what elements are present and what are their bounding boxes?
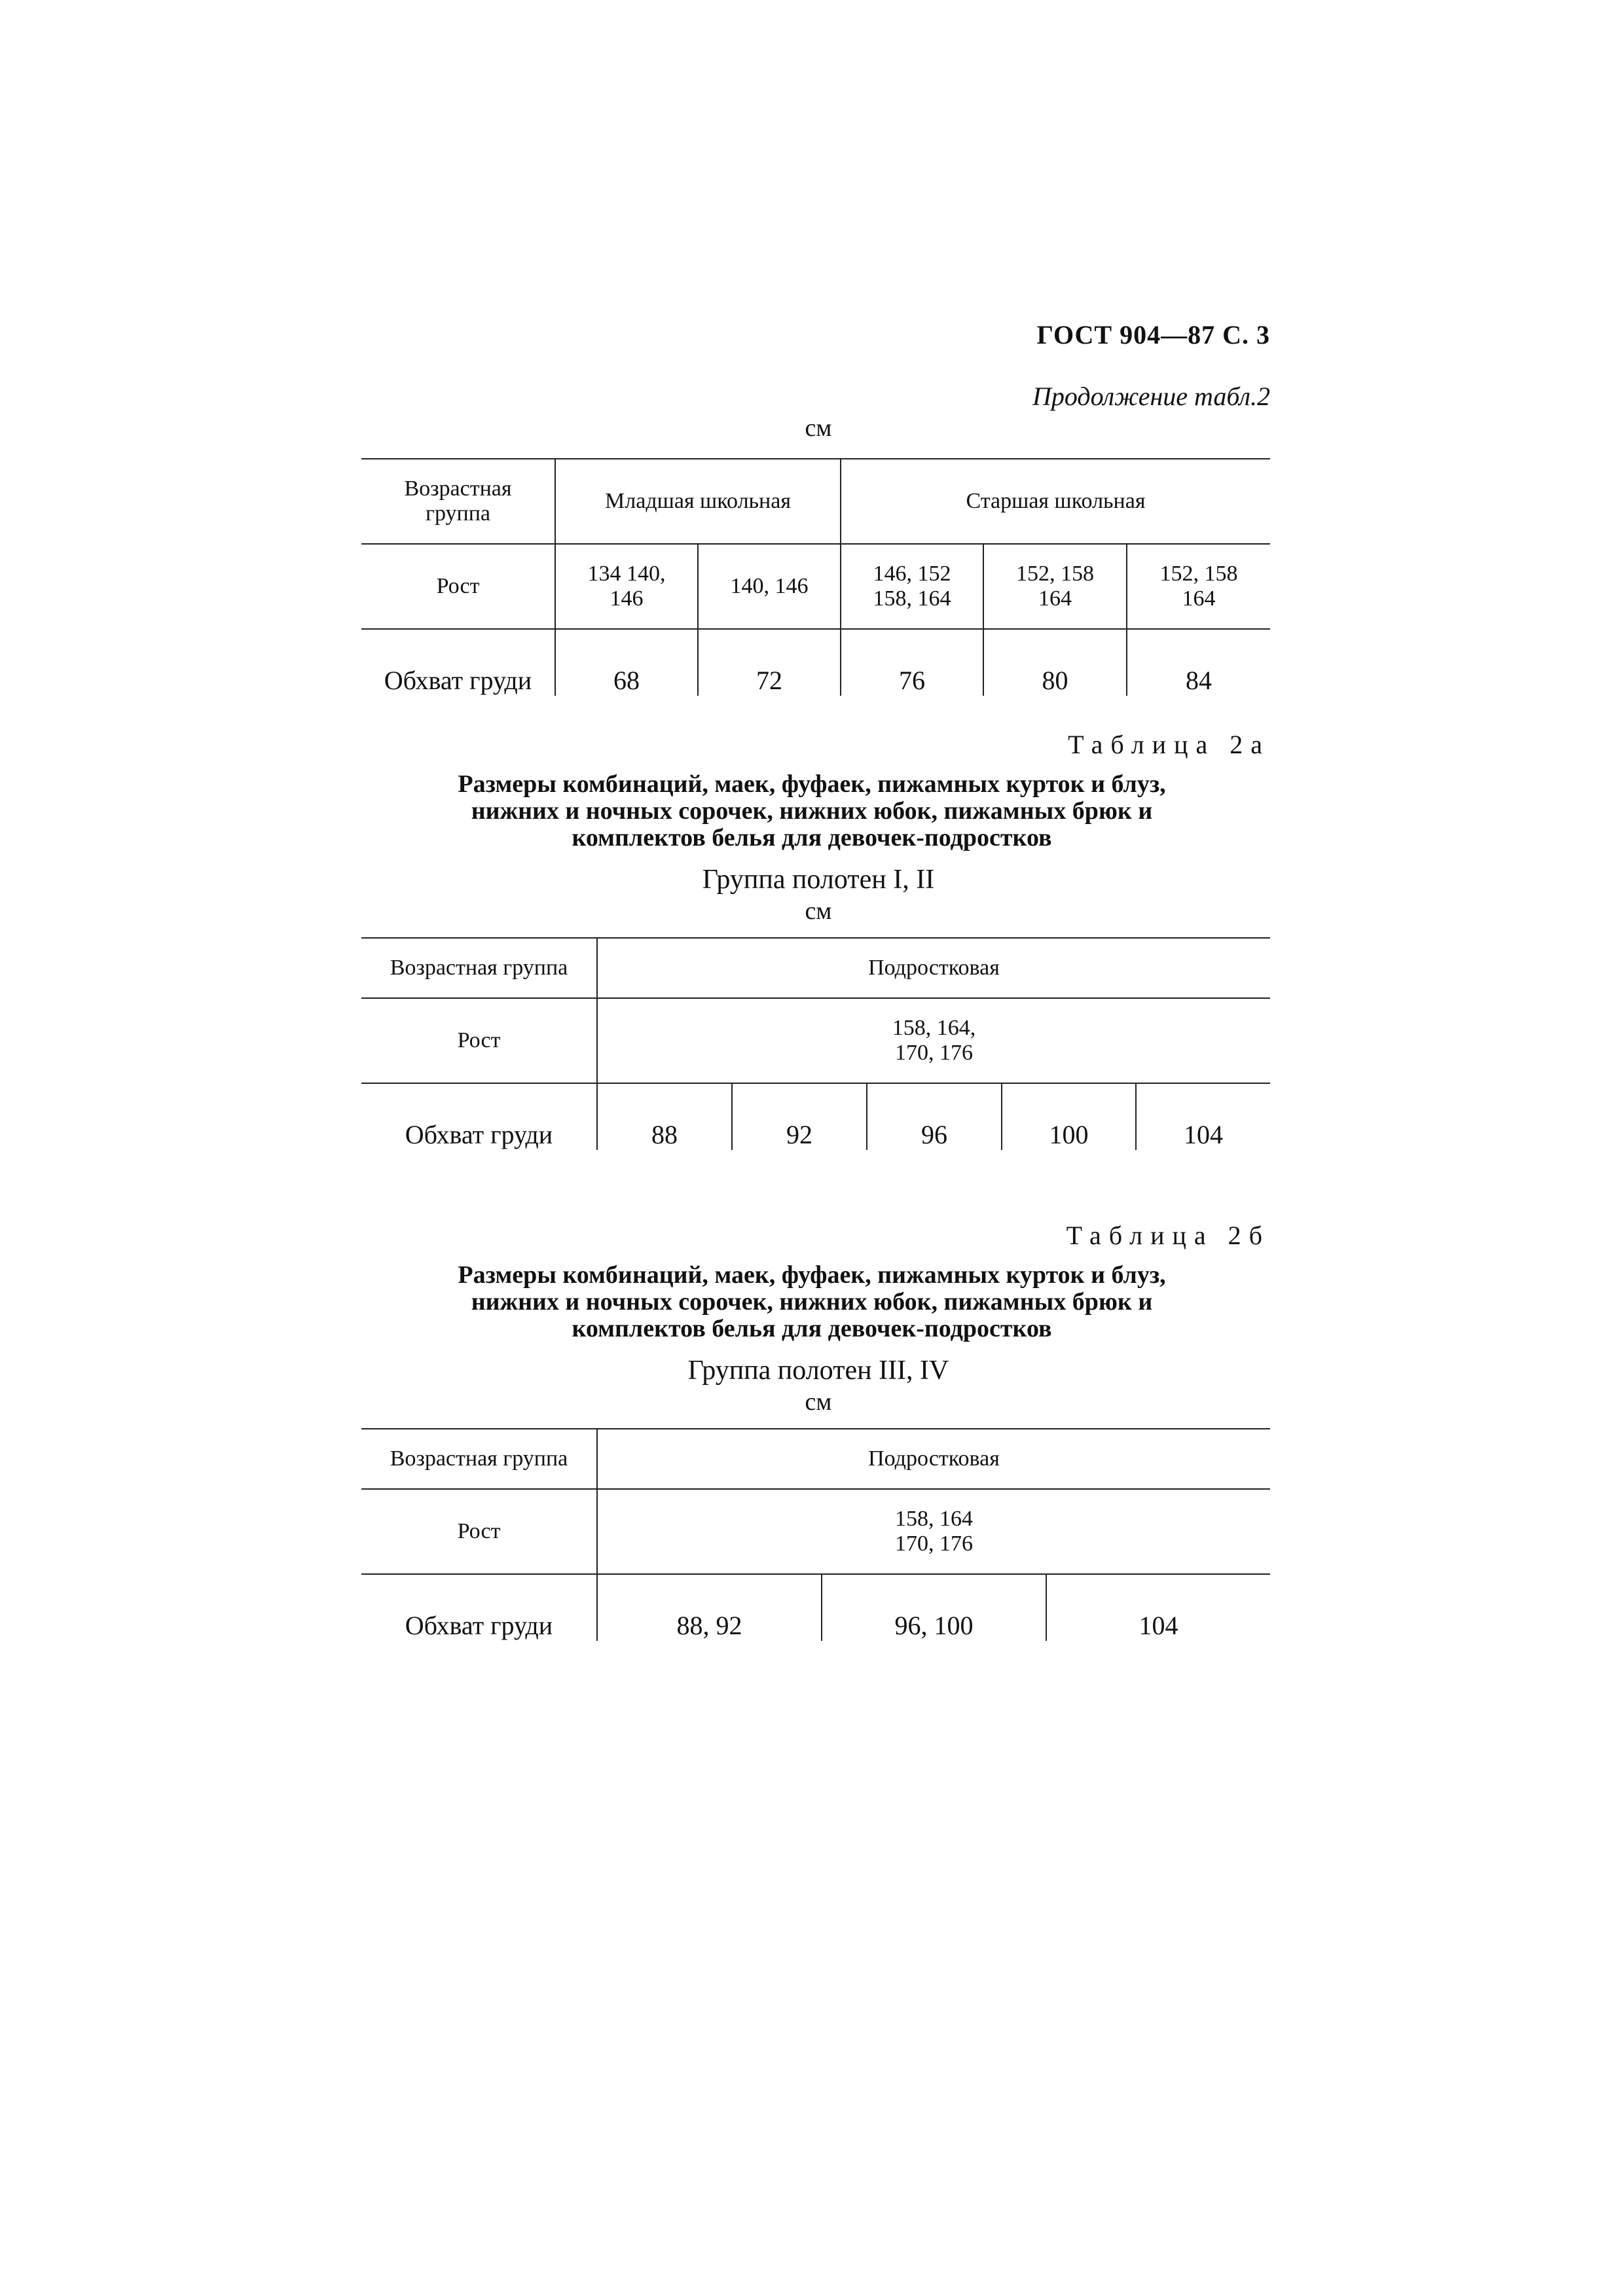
row-chest-label: Обхват груди — [361, 1574, 597, 1641]
col-age-group-label: Возрастная группа — [361, 1429, 597, 1489]
table-2b-subtitle: Группа полотен III, IV — [687, 1355, 949, 1386]
table-2b-title: Размеры комбинаций, маек, фуфаек, пижамных курток и блуз, нижних и ночных сорочек, нижних юбок, пижамных брюк и комплектов белья для девочек-подростков — [458, 1261, 1166, 1342]
chest-cell: 68 — [555, 629, 698, 696]
chest-cell: 72 — [698, 629, 841, 696]
table-continuation — [361, 458, 1270, 696]
row-chest-label: Обхват груди — [361, 629, 555, 696]
chest-cell: 88 — [597, 1083, 732, 1150]
table-2a-number: Таблица 2а — [1068, 730, 1270, 759]
col-age-group-label: Возрастная группа — [361, 938, 597, 998]
group-teen-label: Подростковая — [597, 1429, 1270, 1489]
chest-cell: 84 — [1127, 629, 1270, 696]
continuation-label: Продолжение табл.2 — [1032, 382, 1270, 411]
chest-cell: 92 — [732, 1083, 867, 1150]
chest-cell: 104 — [1046, 1574, 1270, 1641]
row-chest-label: Обхват груди — [361, 1083, 597, 1150]
chest-cell: 100 — [1002, 1083, 1136, 1150]
chest-cell: 80 — [983, 629, 1127, 696]
table-2a-subtitle: Группа полотен I, II — [702, 865, 935, 895]
row-height-label: Рост — [361, 544, 555, 629]
table-2b-unit: см — [805, 1388, 832, 1416]
chest-cell: 76 — [841, 629, 983, 696]
table-2a-unit: см — [805, 897, 832, 925]
unit-label: см — [805, 414, 832, 442]
height-cell: 152, 158 164 — [1127, 544, 1270, 629]
col-age-group-label: Возрастная группа — [361, 459, 555, 544]
height-cell: 158, 164, 170, 176 — [597, 998, 1270, 1083]
table-2b — [361, 1428, 1270, 1641]
page-header: ГОСТ 904—87 С. 3 — [1036, 320, 1270, 350]
table-2a — [361, 937, 1270, 1150]
chest-cell: 88, 92 — [597, 1574, 822, 1641]
height-cell: 158, 164 170, 176 — [597, 1489, 1270, 1574]
table-2b-number: Таблица 2б — [1066, 1221, 1270, 1250]
table-2a-title: Размеры комбинаций, маек, фуфаек, пижамных курток и блуз, нижних и ночных сорочек, нижних юбок, пижамных брюк и комплектов белья для девочек-подростков — [458, 770, 1166, 852]
height-cell: 152, 158 164 — [983, 544, 1127, 629]
group-teen-label: Подростковая — [597, 938, 1270, 998]
chest-cell: 96 — [867, 1083, 1002, 1150]
group-senior-label: Старшая школьная — [841, 459, 1270, 544]
chest-cell: 96, 100 — [822, 1574, 1046, 1641]
height-cell: 146, 152 158, 164 — [841, 544, 983, 629]
group-junior-label: Младшая школьная — [555, 459, 841, 544]
chest-cell: 104 — [1136, 1083, 1270, 1150]
row-height-label: Рост — [361, 998, 597, 1083]
row-height-label: Рост — [361, 1489, 597, 1574]
height-cell: 140, 146 — [698, 544, 841, 629]
height-cell: 134 140, 146 — [555, 544, 698, 629]
